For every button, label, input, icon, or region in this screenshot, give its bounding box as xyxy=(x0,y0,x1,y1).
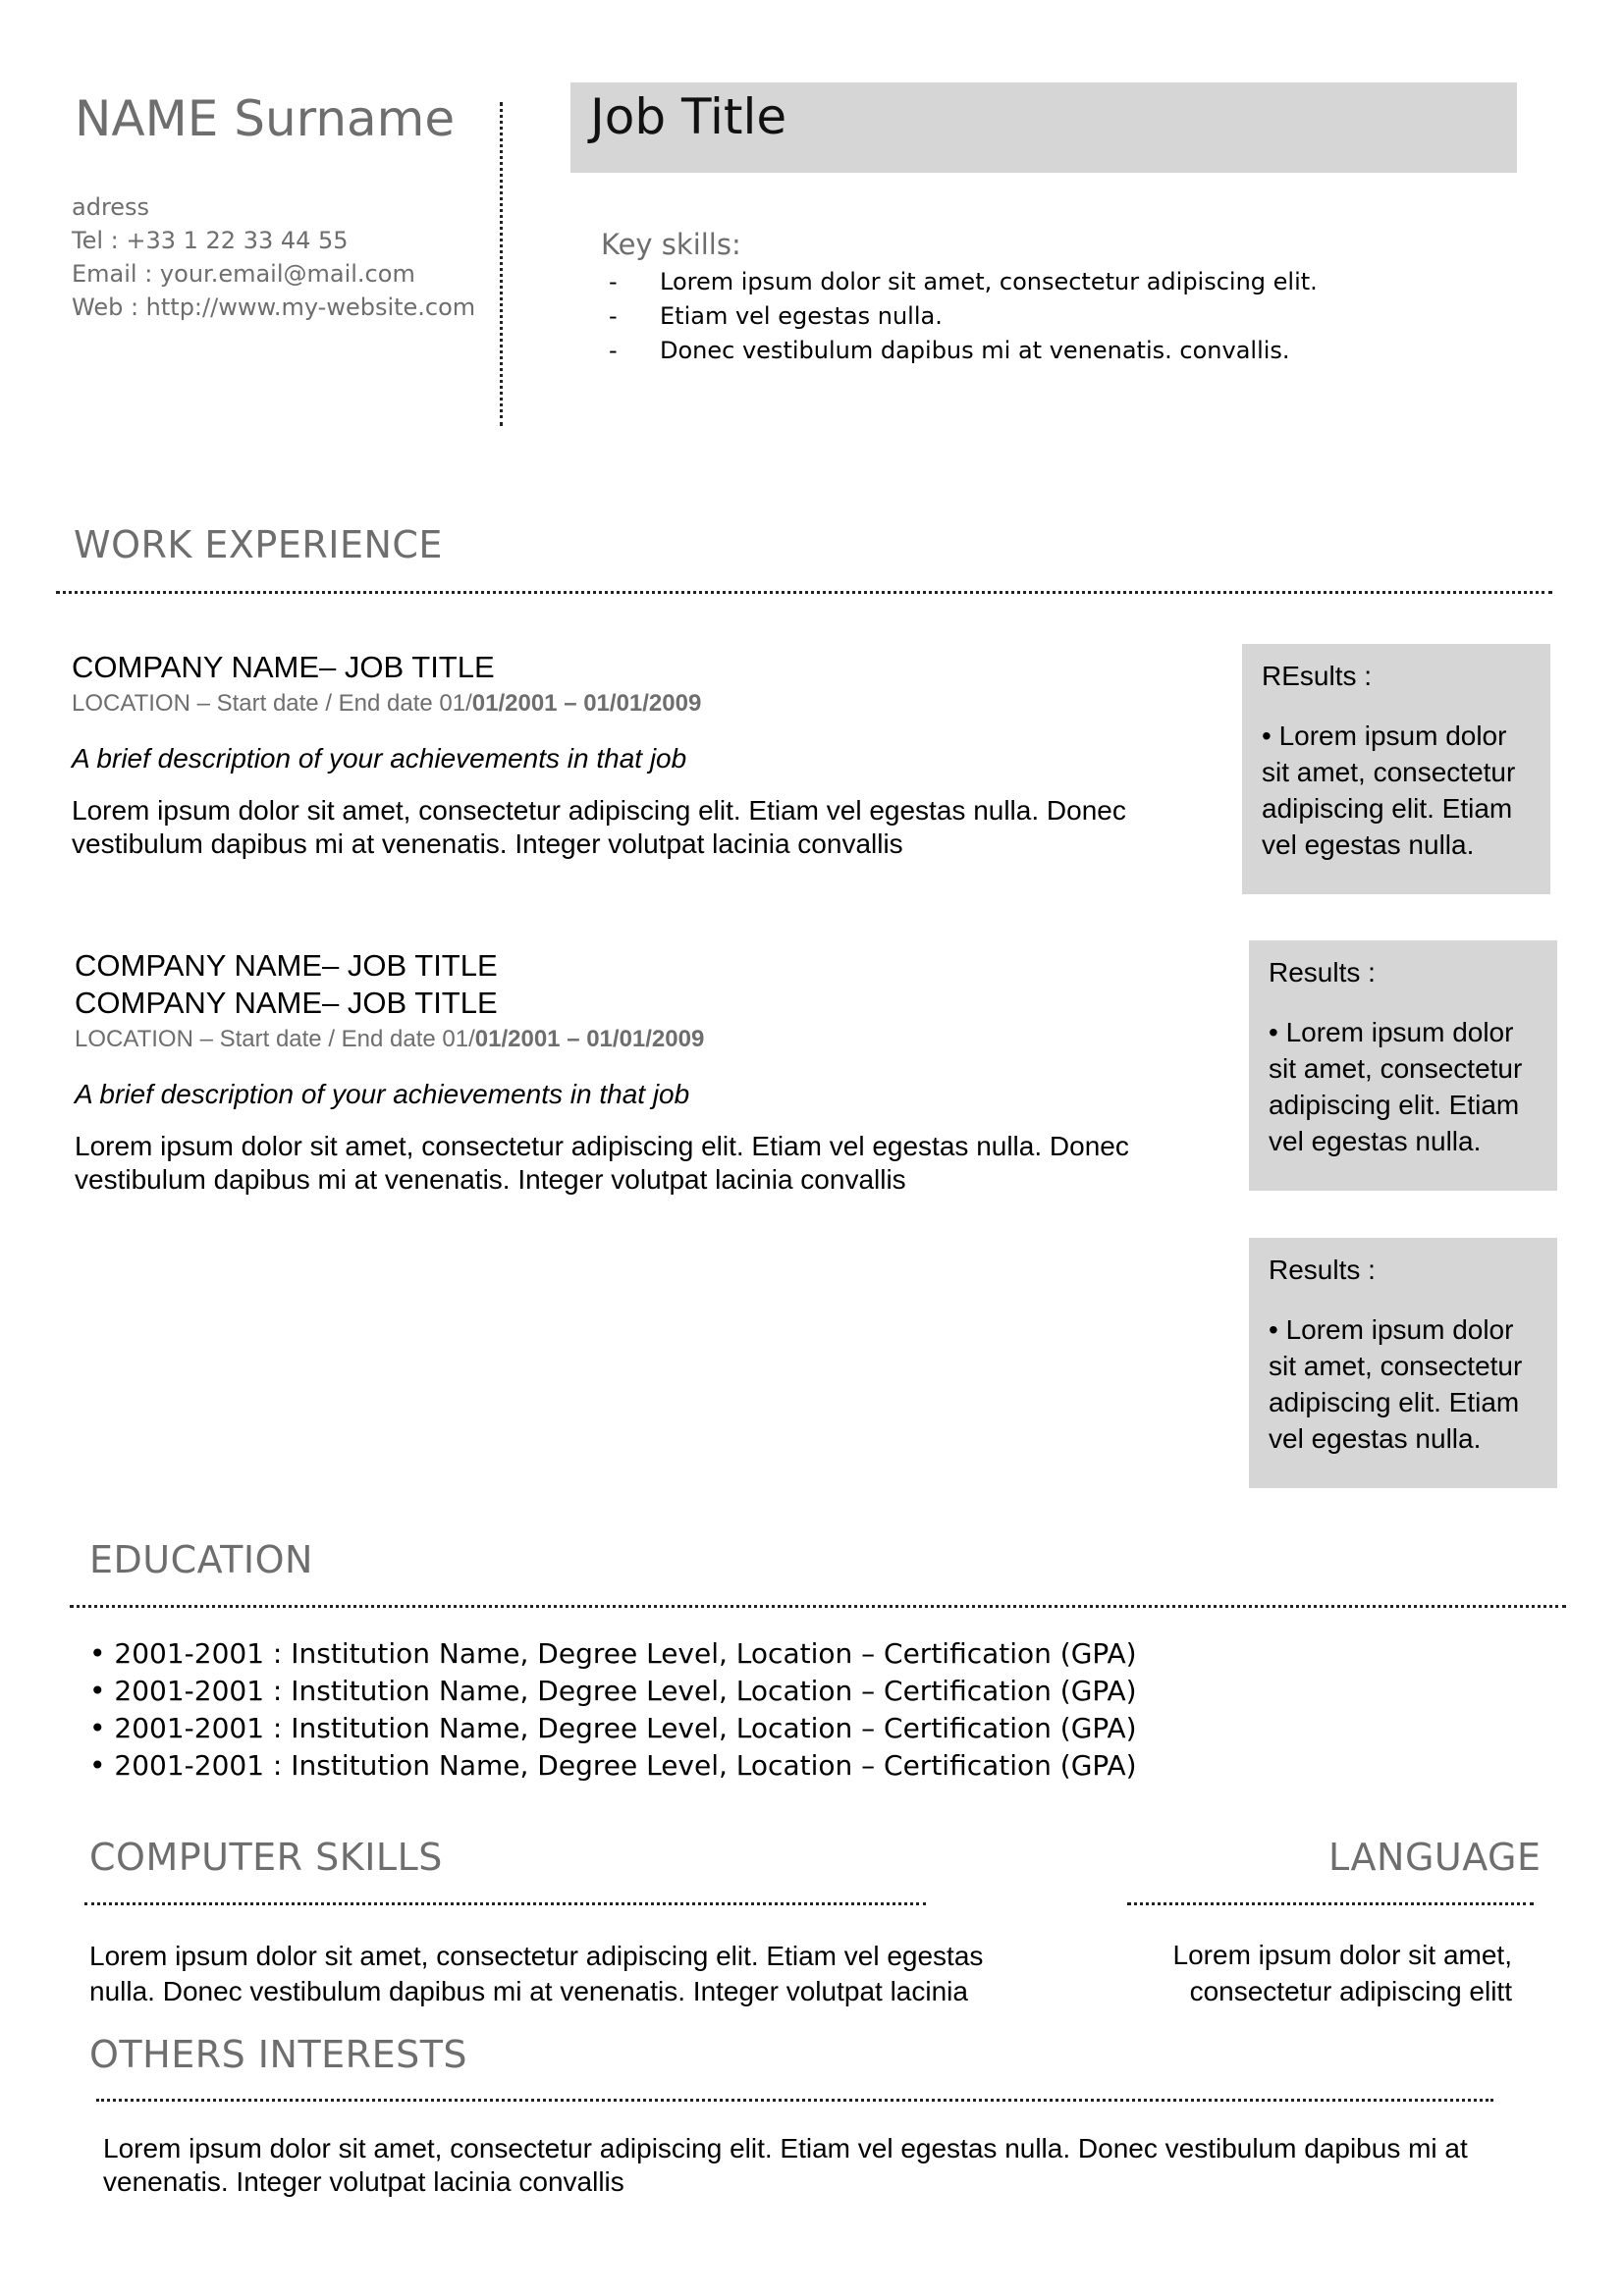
interests-heading: OTHERS INTERESTS xyxy=(89,2033,468,2076)
job-description: A brief description of your achievements in that job xyxy=(75,1079,690,1109)
language-divider xyxy=(1127,1902,1534,1905)
contact-address: adress xyxy=(72,193,150,221)
job-body: Lorem ipsum dolor sit amet, consectetur adipiscing elit. Etiam vel egestas nulla. Donec vestibulum dapibus mi at venenatis. Integer volutpat lacinia convallis xyxy=(72,795,1126,859)
key-skills-list xyxy=(601,265,1485,368)
results-text: • Lorem ipsum dolor sit amet, consectetur adipiscing elit. Etiam vel egestas nulla. xyxy=(1262,721,1516,860)
work-experience-heading: WORK EXPERIENCE xyxy=(74,523,443,566)
interests-divider xyxy=(96,2099,1493,2102)
results-box-1 xyxy=(1242,644,1550,894)
job-entry-2 xyxy=(75,947,1204,1197)
key-skill-item: - Donec vestibulum dapibus mi at venenatis. convallis. xyxy=(609,337,1290,364)
education-item: • 2001-2001 : Institution Name, Degree Level, Location – Certification (GPA) xyxy=(89,1637,1137,1670)
computer-skills-divider xyxy=(84,1902,926,1905)
key-skill-item: - Lorem ipsum dolor sit amet, consectetur adipiscing elit. xyxy=(609,268,1318,295)
job-location-dates: LOCATION – Start date / End date 01/01/2001 – 01/01/2009 xyxy=(72,690,702,717)
education-divider xyxy=(70,1605,1566,1608)
language-text xyxy=(1129,1937,1512,2009)
language-line: consectetur adipiscing elitt xyxy=(1189,1976,1512,2006)
contact-phone: Tel : +33 1 22 33 44 55 xyxy=(72,227,349,254)
job-title-box xyxy=(570,82,1517,173)
work-experience-divider xyxy=(56,591,1552,594)
language-line: Lorem ipsum dolor sit amet, xyxy=(1172,1940,1512,1970)
education-item: • 2001-2001 : Institution Name, Degree Level, Location – Certification (GPA) xyxy=(89,1749,1137,1782)
results-title: REsults : xyxy=(1262,661,1373,691)
key-skills-label: Key skills: xyxy=(601,228,741,261)
results-text: • Lorem ipsum dolor sit amet, consectetur adipiscing elit. Etiam vel egestas nulla. xyxy=(1269,1314,1523,1454)
results-title: Results : xyxy=(1269,1255,1376,1285)
interests-text: Lorem ipsum dolor sit amet, consectetur adipiscing elit. Etiam vel egestas nulla. Donec vestibulum dapibus mi at venenatis. Integer volutpat lacinia convallis xyxy=(103,2133,1468,2197)
job-company-title: COMPANY NAME– JOB TITLE xyxy=(72,650,495,684)
job-title: Job Title xyxy=(590,88,787,145)
contact-web: Web : http://www.my-website.com xyxy=(72,294,476,321)
results-text: • Lorem ipsum dolor sit amet, consectetur adipiscing elit. Etiam vel egestas nulla. xyxy=(1269,1017,1523,1156)
education-list xyxy=(89,1635,1268,1785)
job-body: Lorem ipsum dolor sit amet, consectetur adipiscing elit. Etiam vel egestas nulla. Donec vestibulum dapibus mi at venenatis. Integer volutpat lacinia convallis xyxy=(75,1131,1129,1195)
contact-email: Email : your.email@mail.com xyxy=(72,260,415,288)
job-location-dates: LOCATION – Start date / End date 01/01/2001 – 01/01/2009 xyxy=(75,1026,705,1052)
job-company-title: COMPANY NAME– JOB TITLE xyxy=(75,948,498,983)
key-skill-item: - Etiam vel egestas nulla. xyxy=(609,302,943,330)
candidate-name: NAME Surname xyxy=(75,90,456,147)
results-box-3 xyxy=(1249,1238,1557,1488)
language-heading: LANGUAGE xyxy=(1328,1836,1542,1879)
contact-block xyxy=(72,190,475,324)
job-description: A brief description of your achievements in that job xyxy=(72,743,687,774)
header-divider xyxy=(500,102,503,426)
job-entry-1 xyxy=(72,649,1201,861)
education-heading: EDUCATION xyxy=(89,1538,313,1581)
results-box-2 xyxy=(1249,940,1557,1191)
education-item: • 2001-2001 : Institution Name, Degree Level, Location – Certification (GPA) xyxy=(89,1712,1137,1744)
education-item: • 2001-2001 : Institution Name, Degree Level, Location – Certification (GPA) xyxy=(89,1675,1137,1707)
computer-skills-heading: COMPUTER SKILLS xyxy=(89,1836,443,1879)
results-title: Results : xyxy=(1269,957,1376,988)
computer-skills-text: Lorem ipsum dolor sit amet, consectetur adipiscing elit. Etiam vel egestas nulla. Donec vestibulum dapibus mi at venenatis. Integer volutpat lacinia xyxy=(89,1941,984,2006)
job-company-title: COMPANY NAME– JOB TITLE xyxy=(75,986,498,1020)
